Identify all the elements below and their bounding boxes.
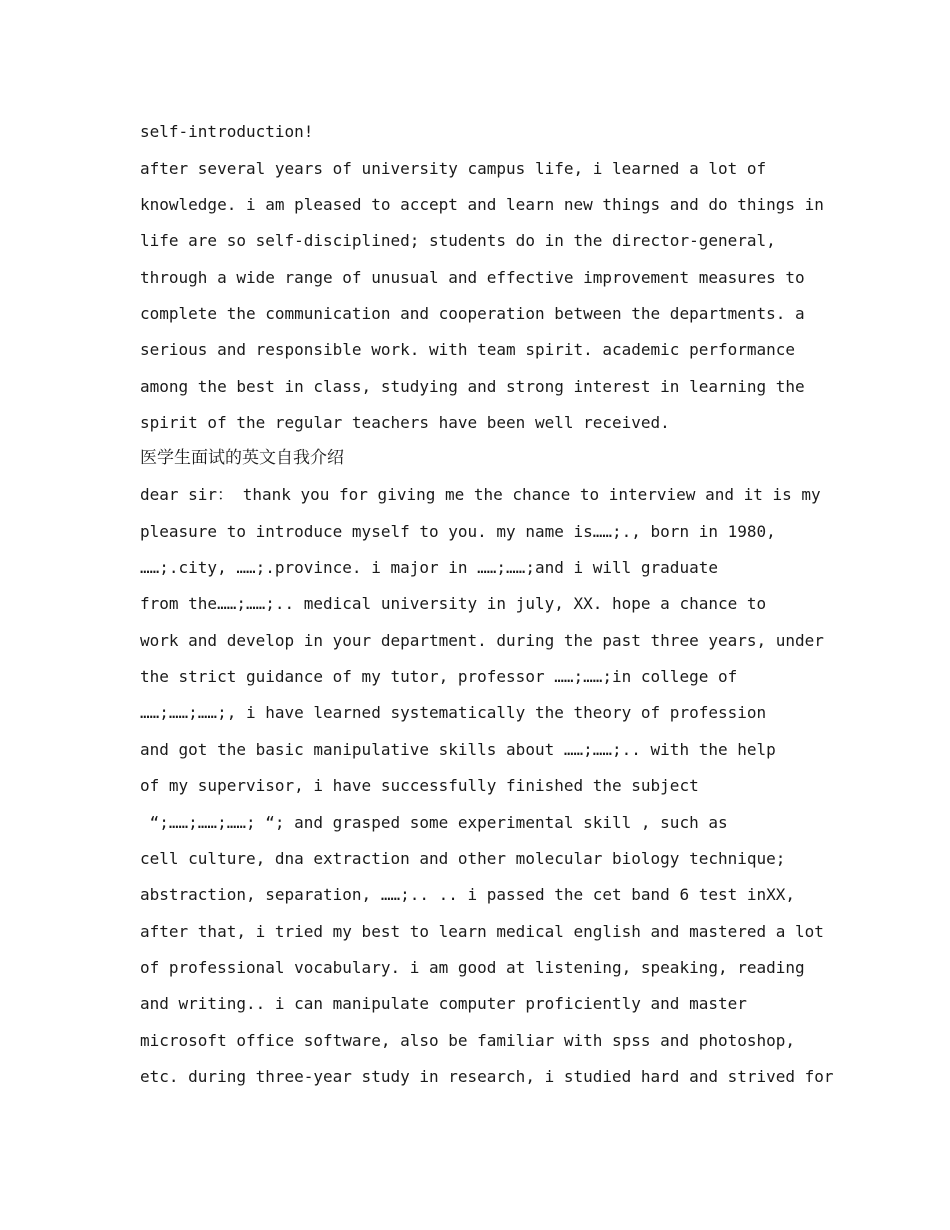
intro-line: life are so self-disciplined; students do in the director-general,: [140, 231, 776, 250]
letter-line: and writing.. i can manipulate computer proficiently and master: [140, 994, 747, 1013]
letter-line: etc. during three-year study in research, i studied hard and strived for: [140, 1067, 834, 1086]
letter-line: of my supervisor, i have successfully finished the subject: [140, 776, 699, 795]
letter-line: dear sir： thank you for giving me the chance to interview and it is my: [140, 485, 821, 504]
letter-line: from the……;……;.. medical university in july, XX. hope a chance to: [140, 594, 767, 613]
letter-line: ……;.city, ……;.province. i major in ……;……;and i will graduate: [140, 558, 718, 577]
letter-line: work and develop in your department. during the past three years, under: [140, 631, 824, 650]
letter-line: “;……;……;……; “; and grasped some experimental skill , such as: [140, 813, 728, 832]
letter-line: the strict guidance of my tutor, professor ……;……;in college of: [140, 667, 738, 686]
intro-line: serious and responsible work. with team spirit. academic performance: [140, 340, 796, 359]
letter-line: ……;……;……;, i have learned systematically the theory of profession: [140, 703, 767, 722]
intro-line: knowledge. i am pleased to accept and learn new things and do things in: [140, 195, 824, 214]
letter-line: abstraction, separation, ……;.. .. i passed the cet band 6 test inXX,: [140, 885, 796, 904]
letter-line: microsoft office software, also be familiar with spss and photoshop,: [140, 1031, 796, 1050]
letter-line: pleasure to introduce myself to you. my name is……;., born in 1980,: [140, 522, 776, 541]
letter-line: and got the basic manipulative skills about ……;……;.. with the help: [140, 740, 776, 759]
letter-line: cell culture, dna extraction and other molecular biology technique;: [140, 849, 786, 868]
intro-line: among the best in class, studying and strong interest in learning the: [140, 377, 805, 396]
intro-line: after several years of university campus life, i learned a lot of: [140, 159, 767, 178]
letter-line: after that, i tried my best to learn medical english and mastered a lot: [140, 922, 824, 941]
intro-line: spirit of the regular teachers have been well received.: [140, 413, 670, 432]
intro-line: complete the communication and cooperation between the departments. a: [140, 304, 805, 323]
letter-line: of professional vocabulary. i am good at listening, speaking, reading: [140, 958, 805, 977]
intro-title: self-introduction!: [140, 122, 314, 141]
section-heading: 医学生面试的英文自我介绍: [140, 448, 344, 468]
intro-line: through a wide range of unusual and effective improvement measures to: [140, 268, 805, 287]
